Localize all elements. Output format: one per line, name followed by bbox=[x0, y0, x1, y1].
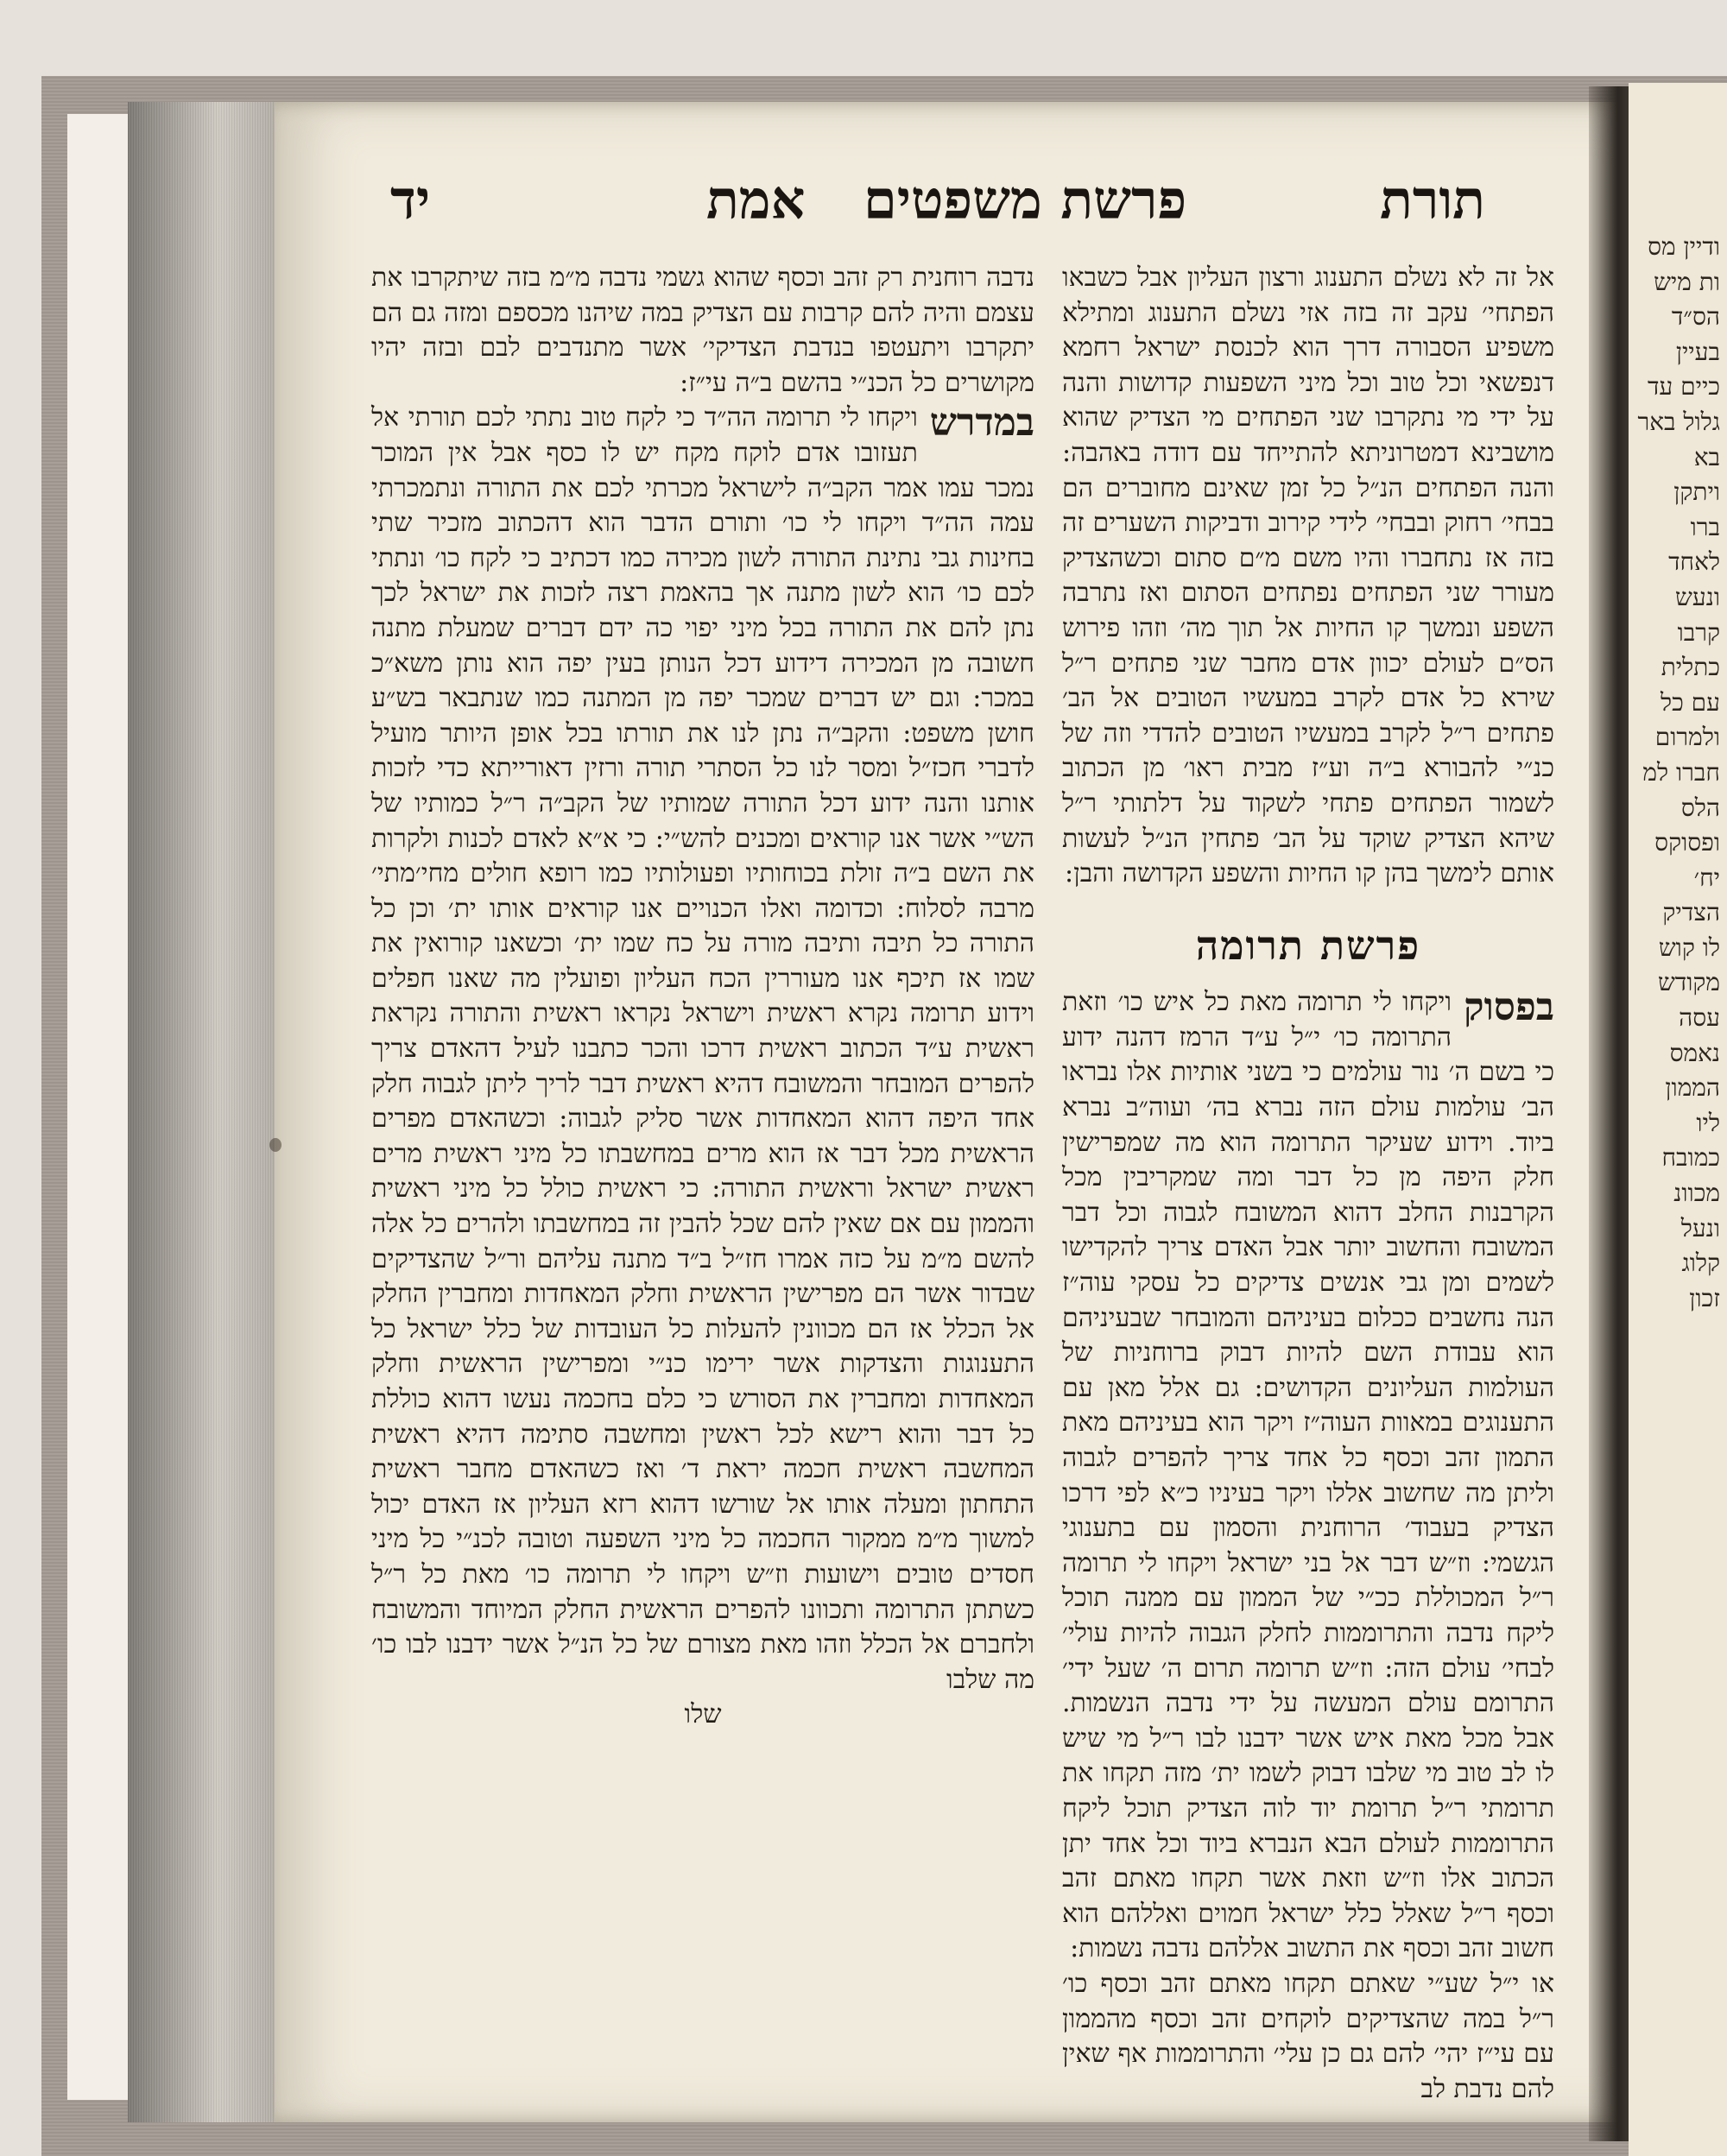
facing-page-line: נאמס bbox=[1669, 1038, 1720, 1067]
facing-page-line: בעיין bbox=[1675, 337, 1720, 366]
facing-page-line: מקודש bbox=[1657, 968, 1720, 997]
facing-page-fragment bbox=[1629, 83, 1727, 2156]
facing-page-line: גלול באר bbox=[1637, 407, 1720, 436]
pasuk-paragraph bbox=[1062, 985, 1554, 1967]
page-blemish bbox=[269, 1138, 282, 1152]
facing-page-line: הממון bbox=[1665, 1073, 1720, 1103]
facing-page-line: הלס bbox=[1680, 793, 1720, 822]
facing-page-line: הצדיק bbox=[1662, 898, 1720, 927]
folio-number: יד bbox=[390, 168, 431, 231]
lead-word-bamidrash: במדרש bbox=[929, 401, 1034, 446]
facing-page-line: בא bbox=[1693, 442, 1720, 471]
facing-page-line: הס״ד bbox=[1671, 302, 1720, 332]
facing-page-line: ונעל bbox=[1680, 1213, 1720, 1242]
facing-page-line: ות מיש bbox=[1654, 267, 1720, 296]
catchword: שלו bbox=[684, 1699, 722, 1730]
facing-page-line: קלוג bbox=[1681, 1249, 1720, 1278]
parsha-title: פרשת משפטים bbox=[864, 168, 1187, 231]
opening-paragraph: אל זה לא נשלם התענוג ורצון העליון אבל כשבאו הפתחי׳ עקב זה בזה אזי נשלם התענוג ומתילא משפיע הסבורה דרך הוא לכנסת ישראל רחמא דנפשאי וכל טוב וכל מיני השפעות קדושות והנה על ידי מי נתקרבו שני הפתחים מי הצדיק שהוא מושבינא דמטרוניתא להתייחד עם דודה באהבה: והנה הפתחים הנ״ל כל זמן שאינם מחוברים הם בבחי׳ רחוק ובבחי׳ לידי קירוב ודביקות השערים זה בזה אז נתחברו והיו משם מ״ם סתום וכשהצדיק מעורר שני הפתחים נפתחים הסתום ואז נתרבה השפע ונמשך קו החיות אל תוך מה׳ וזהו פירוש הס״ם לעולם יכוון אדם מחבר שני פתחים ר״ל שירא כל אדם לקרב במעשיו הטובים אל הב׳ פתחים ר״ל לקרב במעשיו הטובים להדדי וזה של כנ״י להבורא ב״ה וע״ז מבית ראו׳ מן הכתוב לשמור הפתחים פתחי לשקוד על דלתותי ר״ל שיהא הצדיק שוקד על הב׳ פתחין הנ״ל לעשות אותם לימשך בהן קו החיות והשפע הקדושה והבן: bbox=[1062, 262, 1554, 889]
pasuk-text: ויקחו לי תרומה מאת כל איש כו׳ וזאת התרומה כו׳ י״ל ע״ד הרמז דהנה ידוע כי בשם ה׳ נור עולמים כי בשני אותיות אלו נבראו הב׳ עולמות עולם הזה נברא בה׳ ועוה״ב נברא ביוד. וידוע שעיקר התרומה הוא מה שמפרישין חלק היפה מן כל דבר ומה שמקריבין מכל הקרבנות החלב דהוא המשובח לגבוה וכל דבר המשובח והחשוב יותר אבל האדם צריך להקדישו לשמים ומן גבי אנשים צדיקים כל עסקי עוה״ז הנה נחשבים ככלום בעיניהם והמובחר שבעיניהם הוא עבודת השם להיות דבוק ברוחניות של העולמות העליונים הקדושים: גם אלל מאן עם התענוגים במאוות העוה״ז ויקר הוא בעיניהם מאת התמון זהב וכסף כל אחד צריך להפרים לגבוה וליתן מה שחשוב אללו ויקר בעיניו כ״א לפי דרכו הצדיק בעבוד׳ הרוחנית והסמון עם בתענוגי הגשמי: וז״ש דבר אל בני ישראל ויקחו לי תרומה ר״ל המכוללת ככ״י של הממון עם ממנה תוכל ליקח נדבה והתרוממות לחלק הגבוה להיות עולי׳ לבחי׳ עולם הזה: וז״ש תרומה תרום ה׳ שעל ידי׳ התרומם עולם המעשה על ידי נדבה הנשמות. אבל מכל מאת איש אשר ידבנו לבו ר״ל מי שיש לו לב טוב מי שלבו דבוק לשמו ית׳ מזה תקחו את תרומתי ר״ל תרומת יוד לוה הצדיק תוכל ליקח התרוממות לעולם הבא הנברא ביוד וכל אחד יתן הכתוב אלו וז״ש וזאת אשר תקחו מאתם זהב וכסף ר״ל שאלל כלל ישראל חמוים ואללהם הוא חשוב זהב וכסף את התשוב אללהם נדבה נשמות: bbox=[1062, 987, 1554, 1964]
facing-page-line: ברו bbox=[1690, 512, 1720, 541]
facing-page-line: עם כל bbox=[1660, 687, 1720, 717]
facing-page-line: ופסוקס bbox=[1654, 828, 1720, 857]
facing-page-line: חברו למ bbox=[1642, 757, 1720, 787]
running-head bbox=[380, 168, 1485, 237]
book-title: תורת bbox=[1380, 168, 1485, 231]
facing-page-line: מכוונ bbox=[1673, 1179, 1720, 1208]
facing-page-line: קרבו bbox=[1677, 617, 1720, 647]
left-text-column bbox=[371, 261, 1034, 2039]
facing-page-line: ליו bbox=[1696, 1108, 1720, 1137]
facing-page-line: ולמרום bbox=[1654, 723, 1720, 752]
facing-page-line: עסה bbox=[1679, 1003, 1720, 1033]
facing-page-line: ונעש bbox=[1675, 582, 1720, 611]
header-amet: אמת bbox=[706, 168, 806, 231]
or-yl-paragraph: או י״ל שע״י שאתם תקחו מאתם זהב וכסף כו׳ ר״ל במה שהצדיקים לוקחים זהב וכסף מהממון עם עי״ז יהי׳ להם גם כן עלי׳ והתרוממות אף שאין להם נדבת לב bbox=[1062, 1968, 1554, 2104]
nedava-paragraph: נדבה רוחנית רק זהב וכסף שהוא גשמי נדבה מ״מ בזה שיתקרבו את עצמם והיה להם קרבות עם הצדיק במה שיהנו מכספם ומזה גם הם יתקרבו ויתעטפו בנדבת הצדיקי׳ אשר מתנדבים לבם ובזה יהיו מקושרים כל הכנ״י בהשם ב״ה עי״ז: bbox=[371, 262, 1034, 398]
facing-page-line: לו קוש bbox=[1658, 933, 1720, 962]
midrash-paragraph bbox=[371, 401, 1034, 1698]
lead-word-bepasuk: בפסוק bbox=[1464, 985, 1554, 1030]
cover-board-edge bbox=[67, 114, 129, 2100]
facing-page-line: יח׳ bbox=[1693, 863, 1720, 892]
facing-page-line: ודיין מס bbox=[1648, 232, 1720, 261]
facing-page-line: ויתקן bbox=[1673, 477, 1720, 507]
facing-page-line: זכון bbox=[1689, 1283, 1720, 1312]
section-title: פרשת תרומה bbox=[1195, 921, 1421, 969]
facing-page-line: כמובח bbox=[1661, 1143, 1720, 1173]
facing-page-line: כיים עד bbox=[1647, 372, 1720, 401]
facing-page-text bbox=[1629, 83, 1727, 1316]
facing-page-line: לאחד bbox=[1668, 547, 1720, 577]
right-text-column bbox=[1062, 261, 1554, 2104]
midrash-text: ויקחו לי תרומה הה״ד כי לקח טוב נתתי לכם תורתי אל תעזובו אדם לוקח מקח יש לו כסף אבל אין המוכר נמכר עמו אמר הקב״ה לישראל מכרתי לכם את התורה ונתמכרתי עמה הה״ד ויקחו לי כו׳ ותורם הדבר הוא דהכתוב מזכיר שתי בחינות גבי נתינת התורה לשון מכירה כמו דכתיב כי לקח כו׳ ונתתי לכם כו׳ הוא לשון מתנה אך בהאמת רצה לזכות את ישראל לכך נתן להם את התורה בכל מיני יפוי כה ידם דברים שמעלת מתנה חשובה מן המכירה דידוע דכל הנותן בעין יפה הוא נותן משא״כ במכר: וגם יש דברים שמכר יפה מן המתנה כמו שנתבאר בש״ע חושן משפט: והקב״ה נתן לנו את תורתו בכל אופן היותר מועיל לדברי חכז״ל ומסר לנו כל הסתרי תורה ורזין דאורייתא כדי לזכות אותנו והנה ידוע דכל התורה שמותיו של הקב״ה ר״ל כמותיו של הש״י אשר אנו קוראים ומכנים להש״י: כי א״א לאדם לכנות ולקרות את השם ב״ה זולת בכוחותיו ופעולותיו כמו רופא חולים מחי׳מתי׳ מרבה לסלוח: וכדומה ואלו הכנויים אנו קוראים אותו ית׳ וכן כל התורה כל תיבה ותיבה מורה על כח שמו ית׳ וכשאנו קורואין את שמו אז תיכף אנו מעוררין הכח העליון ופועלין מה שאנו חפלים וידוע תרומה נקרא ראשית וישראל נקראו ראשית והתורה נקראת ראשית ע״ד הכתוב ראשית דרכו והכר כתבנו לעיל דהאדם צריך להפרים המובחר והמשובח דהיא ראשית דבר לריך ליתן לגבוה חלק אחד היפה דהוא המאחדות אשר סליק לגבוה: וכשהאדם מפרים הראשית מכל דבר אז הוא מרים במחשבתו כל מיני ראשית מרים ראשית ישראל וראשית התורה: כי ראשית כולל כל מיני ראשית והממון עם אם שאין להם שכל להבין זה במחשבתו ולהרים כל אלה להשם מ״מ על כזה אמרו חז״ל ב״ד מתנה עליהם ור״ל שהצדיקים שבדור אשר הם מפרישין הראשית וחלק המאחדות ומחברין החלק אל הכלל אז הם מכוונין להעלות כל העובדות של כלל ישראל כל התענוגות והצדקות אשר ירימו כנ״י ומפרישין הראשית וחלק המאחדות ומחברין את הסורש כי כלם בחכמה נעשו דהוא כוללת כל דבר והוא רישא לכל ראשין ומחשבה סתימה דהיא ראשית המחשבה ראשית חכמה יראת ד׳ ואז כשהאדם מחבר ראשית התחתון ומעלה אותו אל שורשו דהוא רזא העליון אז האדם יכול למשוך מ״מ ממקור החכמה כל מיני השפעה וטובה לכנ״י כל מיני חסדים טובים וישועות וז״ש ויקחו לי תרומה כו׳ מאת כל ר״ל כשתתן התרומה ותכוונו להפרים הראשית החלק המיוחד והמשובח ולחברם אל הכלל וזהו מאת מצורם של כל הנ״ל אשר ידבנו לבו כו׳ מה שלבו bbox=[371, 402, 1034, 1695]
facing-page-line: כתלית bbox=[1661, 653, 1720, 682]
